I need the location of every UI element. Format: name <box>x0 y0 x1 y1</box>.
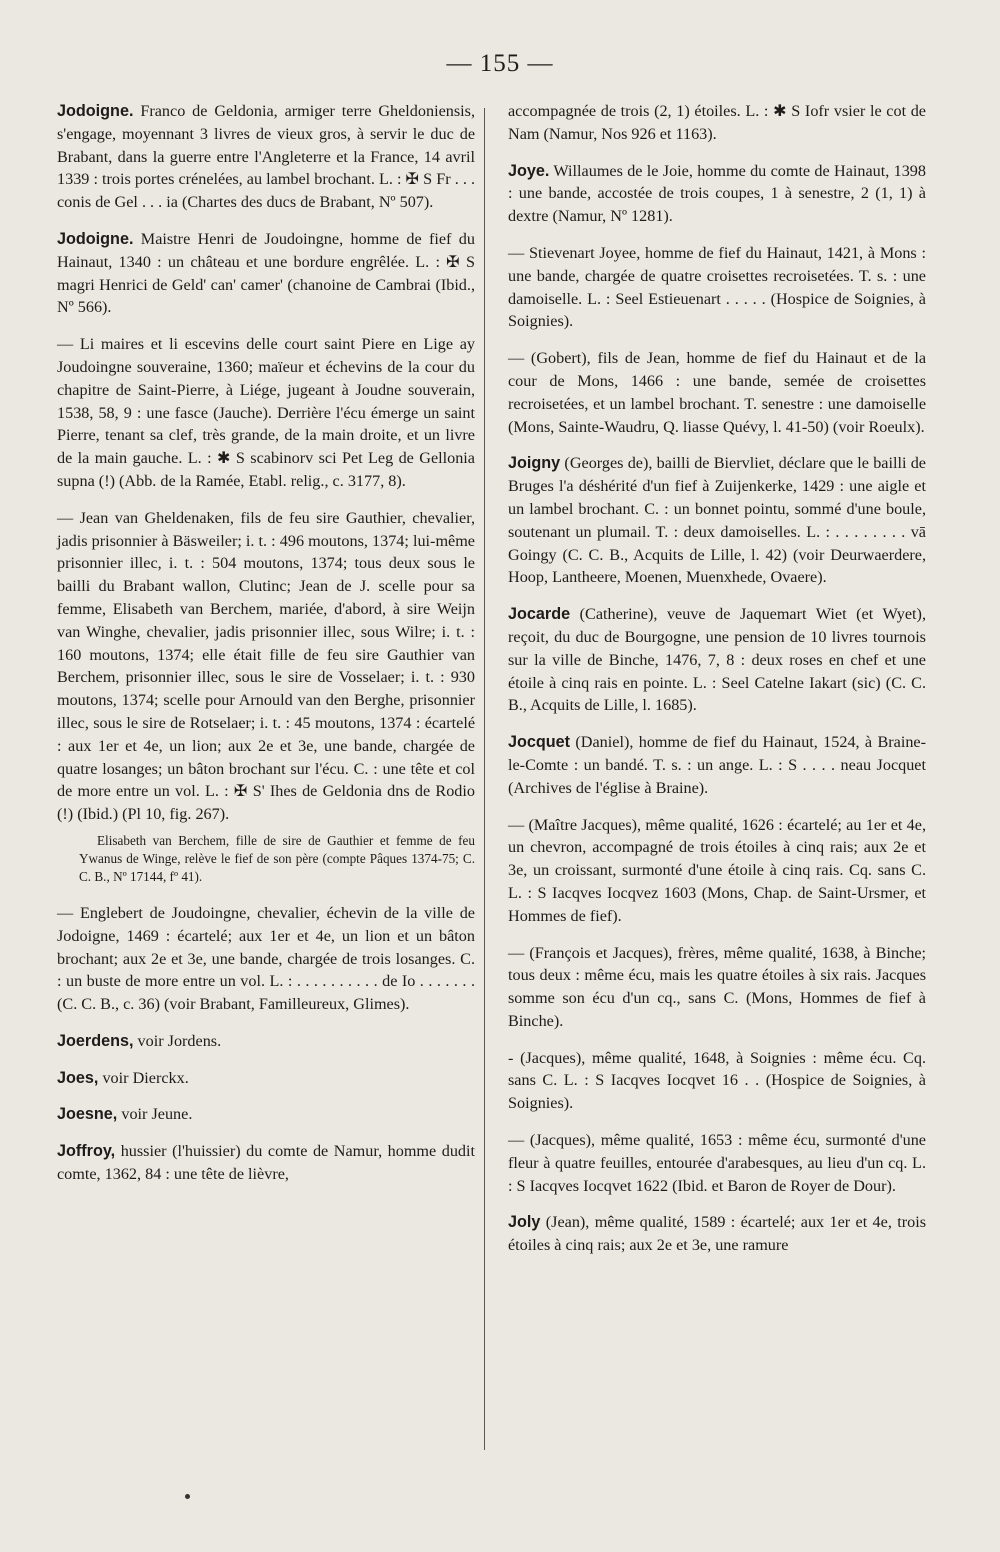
entry <box>508 242 926 333</box>
page-dot-mark <box>185 1494 190 1499</box>
entry <box>508 1047 926 1115</box>
column-divider <box>484 108 485 1450</box>
entry-text: Franco de Geldonia, armiger terre Gheldoniensis, s'engage, moyennant 3 livres de vieux gros, à servir le duc de Brabant, dans la guerre entre l'Angleterre et la France, 14 avril 1339 : trois portes crénelées, au lambel brochant. L. : ✠ S Fr . . . conis de Gel . . . ia (Chartes des ducs de Brabant, Nº 507). <box>57 102 475 212</box>
entry <box>57 507 475 826</box>
entry-headword: Jocarde <box>508 605 571 624</box>
entry <box>508 603 926 717</box>
entry <box>57 1030 475 1053</box>
entry-text: (Jean), même qualité, 1589 : écartelé; aux 1er et 4e, trois étoiles à cinq rais; aux 2e et 3e, une ramure <box>508 1213 926 1255</box>
entry-text: — Stievenart Joyee, homme de fief du Hainaut, 1421, à Mons : une bande, chargée de quatre croisettes recroisetées. T. s. : une damoiselle. L. : Seel Estieuenart . . . . . (Hospice de Soignies, à Soignies). <box>508 243 926 331</box>
entry <box>508 1129 926 1197</box>
entry <box>57 1140 475 1186</box>
entry-text: hussier (l'huissier) du comte de Namur, homme dudit comte, 1362, 84 : une tête de lièvre, <box>57 1142 475 1184</box>
left-column <box>57 100 475 1200</box>
entry-text: — Li maires et li escevins delle court saint Piere en Lige ay Joudoingne souveraine, 1360; maïeur et échevins de la cour du chapitre de Saint-Pierre, à Liége, jugeant à Joudne souverain, 1538, 58, 9 : une fasce (Jauche). Derrière l'écu émerge un saint Pierre, tenant sa clef, très grande, de la main droite, et un livre de la main gauche. L. : ✱ S scabinorv sci Pet Leg de Gellonia supna (!) (Abb. de la Ramée, Etabl. relig., c. 3177, 8). <box>57 335 475 490</box>
entry-headword: Jodoigne. <box>57 229 134 248</box>
entry-text: accompagnée de trois (2, 1) étoiles. L. : ✱ S Iofr vsier le cot de Nam (Namur, Nos 926 et 1163). <box>508 102 926 143</box>
right-column <box>508 100 926 1271</box>
page-number: — 155 — <box>446 50 554 77</box>
entry-headword: Joly <box>508 1213 541 1232</box>
entry <box>508 1211 926 1257</box>
entry-text: (Catherine), veuve de Jaquemart Wiet (et Wyet), reçoit, du duc de Bourgogne, une pension de 10 livres tournois sur la ville de Binche, 1476, 7, 8 : deux roses en chef et une étoile à cinq rais en pointe. L. : Seel Catelne Iakart (sic) (C. C. B., Acquits de Lille, l. 1685). <box>508 605 926 715</box>
entry-text: — (Gobert), fils de Jean, homme de fief du Hainaut et de la cour de Mons, 1466 : une bande, semée de croisettes recroisetées, et un lambel brochant. T. senestre : une damoiselle (Mons, Sainte-Waudru, Q. liasse Quévy, l. 41-50) (voir Roeulx). <box>508 349 926 436</box>
entry <box>508 731 926 799</box>
entry-headword: Jodoigne. <box>57 102 134 120</box>
entry-text: voir Jeune. <box>117 1105 193 1124</box>
entry <box>57 1103 475 1126</box>
entry-text: — Englebert de Joudoingne, chevalier, échevin de la ville de Jodoigne, 1469 : écartelé; aux 1er et 4e, un lion et un bâton brochant; aux 2e et 3e, une bande, chargée de trois losanges. C. : un buste de more entre un vol. L. : . . . . . . . . . . de Io . . . . . . . (C. C. B., c. 36) (voir Brabant, Familleureux, Glimes). <box>57 903 475 1014</box>
entry-text: voir Dierckx. <box>98 1068 189 1087</box>
entry <box>508 942 926 1033</box>
entry-text: Willaumes de le Joie, homme du comte de Hainaut, 1398 : une bande, accostée de trois coupes, 1 à senestre, 2 (1, 1) à dextre (Namur, Nº 1281). <box>508 161 926 226</box>
entry-headword: Joffroy, <box>57 1142 116 1161</box>
entry-headword: Joesne, <box>57 1105 118 1124</box>
entry <box>57 228 475 319</box>
entry-text: (Daniel), homme de fief du Hainaut, 1524, à Braine-le-Comte : un bandé. T. s. : un ange. L. : S . . . . neau Jocquet (Archives de l'église à Braine). <box>508 733 926 797</box>
entry-text: — (François et Jacques), frères, même qualité, 1638, à Binche; tous deux : même écu, mais les quatre étoiles à six rais. Jacques somme son écu d'un cq., sans C. (Mons, Hommes de fief à Binche). <box>508 943 926 1030</box>
entry-text: — Jean van Gheldenaken, fils de feu sire Gauthier, chevalier, jadis prisonnier à Bäsweiler; i. t. : 496 moutons, 1374; lui-même prisonnier illec, i. t. : 504 moutons, 1374; tous deux sous le bailli du Brabant wallon, Clutinc; Jean de J. scelle pour sa femme, Elisabeth van Berchem, mariée, d'abord, à sire Weijn van Winghe, chevalier, jadis prisonnier illec, sous Wilre; i. t. : 160 moutons, 1374; elle était fille de feu sire Gauthier van Berchem, prisonnier illec, sous le sire de Vosselaer; i. t. : 930 moutons, 1374; scelle pour Arnould van den Berghe, prisonnier illec, sous le sire de Rotselaer; i. t. : 45 moutons, 1374 : écartelé : aux 1er et 4e, un lion; aux 2e et 3e, une bande, chargée de quatre losanges; un bâton brochant sur l'écu. C. : une tête et col de more entre un vol. L. : ✠ S' Ihes de Geldonia dns de Rodio (!) (Ibid.) (Pl 10, fig. 267). <box>57 508 475 824</box>
entry <box>508 347 926 438</box>
entry <box>57 100 475 214</box>
entry-headword: Joigny <box>508 454 561 473</box>
entry-text: Maistre Henri de Joudoingne, homme de fief du Hainaut, 1340 : un château et une bordure engrêlée. L. : ✠ S magri Henrici de Geld' can' camer' (chanoine de Cambrai (Ibid., Nº 566). <box>57 229 475 317</box>
entry <box>508 100 926 146</box>
entry-headword: Joes, <box>57 1068 99 1087</box>
entry-headword: Jocquet <box>508 733 571 752</box>
entry <box>508 160 926 228</box>
entry-text: (Georges de), bailli de Biervliet, déclare que le bailli de Bruges l'a déshérité d'un fief à Zuijenkerke, 1429 : une aigle et un lambel brochant. C. : un bonnet pointu, sommé d'une boule, soutenant un plumail. T. : deux damoiselles. L. : . . . . . . . . vā Goingy (C. C. B., Acquits de Lille, l. 42) (voir Deurwaerdere, Hoop, Lantheere, Moenen, Muenxhede, Ovaere). <box>508 454 926 587</box>
entry-text: — (Jacques), même qualité, 1653 : même écu, surmonté d'une fleur à quatre feuilles, entourée d'arabesques, au lieu d'un cq. L. : S Iacqves Iocqvet 1622 (Ibid. et Baron de Royer de Dour). <box>508 1131 926 1195</box>
entry-text: — (Maître Jacques), même qualité, 1626 : écartelé; au 1er et 4e, un chevron, accompagné de trois étoiles à cinq rais; aux 2e et 3e, un croissant, surmonté d'une étoile à cinq rais. Cq. sans C. L. : S Iacqves Iocqvez 1603 (Mons, Chap. de Saint-Ursmer, et Hommes de fief). <box>508 815 926 925</box>
entry-headword: Joye. <box>508 161 550 180</box>
entry-text: voir Jordens. <box>133 1031 222 1050</box>
entry <box>57 1067 475 1090</box>
entry <box>508 814 926 928</box>
footnote: Elisabeth van Berchem, fille de sire de Gauthier et femme de feu Ywanus de Winge, relève le fief de son père (compte Pâques 1374-75; C. C. B., Nº 17144, fº 41). <box>79 832 475 884</box>
entry <box>57 902 475 1016</box>
entry-text: - (Jacques), même qualité, 1648, à Soignies : même écu. Cq. sans C. L. : S Iacqves Iocqvet 16 . . (Hospice de Soignies, à Soignies). <box>508 1048 926 1113</box>
entry <box>508 452 926 589</box>
entry-headword: Joerdens, <box>57 1031 134 1050</box>
entry <box>57 333 475 493</box>
